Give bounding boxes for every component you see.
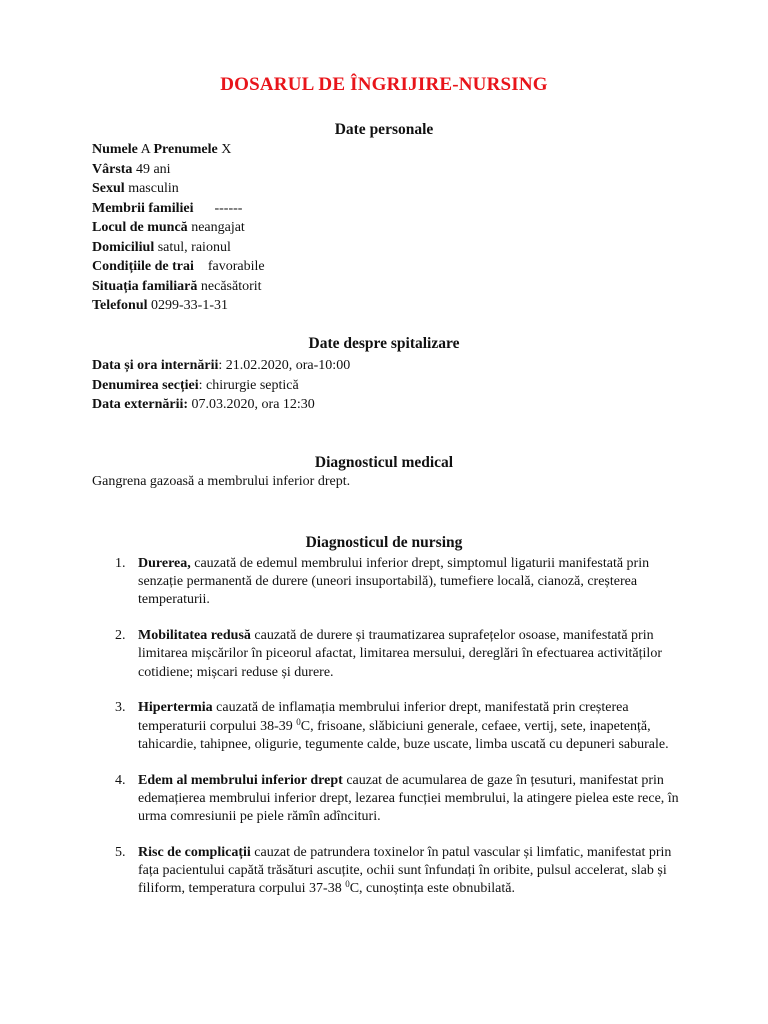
list-item-number: 4. <box>115 772 126 788</box>
field-label: Telefonul <box>92 298 148 313</box>
personal-heading: Date personale <box>334 121 434 138</box>
medical-diagnosis-text: Gangrena gazoasă a membrului inferior drept. <box>92 474 351 489</box>
field-workplace <box>92 218 245 237</box>
field-name <box>92 140 231 159</box>
list-item-text: cauzată de edemul membrului inferior drept, simptomul ligaturii manifestată prin senzație permanentă de durere (uneori insuportabilă), tumefiere locală, cianoză, creșterea temperaturii. <box>138 556 650 608</box>
list-item-title: Risc de complicații <box>138 844 251 860</box>
list-item-number: 5. <box>115 844 126 860</box>
list-item-number: 2. <box>115 628 126 644</box>
list-item-number: 1. <box>115 556 126 571</box>
field-marital-status <box>92 277 262 296</box>
list-item-title: Edem al membrului inferior drept <box>138 772 343 788</box>
list-item-title: Hipertermia <box>138 700 213 716</box>
list-item-text: C, cunoștința este obnubilată. <box>349 881 515 897</box>
field-value: favorabile <box>193 259 265 274</box>
list-item-text: cauzat de acumularea de gaze în țesuturi, manifestat prin edemațierea membrului inferior drept, lezarea funcției membrului, la atingere pielea este rece, în urma comresiunii pe piele rămîn adînciturі. <box>138 772 679 825</box>
field-label: Membrii familiei <box>92 200 194 216</box>
field-family <box>92 199 242 218</box>
field-sex <box>92 179 179 198</box>
field-label: Vârsta <box>92 161 133 177</box>
field-label: Numele <box>92 142 138 157</box>
field-label: Condițiile de trai <box>92 259 194 274</box>
field-label: Denumirea secției <box>92 377 199 393</box>
field-value: : chirurgie septică <box>198 377 299 393</box>
medical-heading: Diagnosticul medical <box>314 454 454 471</box>
field-value: : 21.02.2020, ora-10:00 <box>218 358 351 373</box>
hospital-heading: Date despre spitalizare <box>308 335 460 352</box>
nursing-diagnosis-list <box>92 555 692 916</box>
field-label: Situația familiară <box>92 278 198 294</box>
field-value: neangajat <box>187 220 245 235</box>
field-label: Data externării: <box>92 397 189 412</box>
list-item-text: C, frisoane, slăbiciuni generale, cefaee, vertij, sete, inapetență, tahicardie, tahipnee, oligurie, tegumente calde, buze uscate, limba uscată cu depuneri saburale. <box>138 718 669 752</box>
nursing-heading: Diagnosticul de nursing <box>305 534 463 551</box>
list-item-text: cauzată de inflamația membrului inferior drept, manifestată prin creșterea temperaturii corpului 38-39 <box>138 700 629 734</box>
list-item <box>92 844 692 899</box>
superscript: 0 <box>296 716 301 727</box>
list-item-text: cauzată de durere și traumatizarea suprafețelor osoase, manifestată prin limitarea mișcărilor în piceorul afactat, limitarea mersului, dereglări în efectuarea activităților cotidiene; mișcari reduse și durere. <box>138 628 662 680</box>
list-item <box>92 699 692 754</box>
superscript: 0 <box>345 879 350 890</box>
field-label: Data și ora internării <box>92 358 219 373</box>
document-title: DOSARUL DE ÎNGRIJIRE-NURSING <box>220 74 548 95</box>
field-discharge <box>92 395 315 414</box>
field-living-conditions <box>92 257 265 276</box>
field-value: ------ <box>193 200 243 216</box>
field-value: X <box>217 142 232 157</box>
field-admission <box>92 356 350 375</box>
field-value: 07.03.2020, ora 12:30 <box>188 397 315 412</box>
field-value: A <box>137 142 154 157</box>
list-item <box>92 555 692 610</box>
field-label: Prenumele <box>153 142 218 157</box>
field-department <box>92 376 299 395</box>
field-value: masculin <box>124 181 179 196</box>
field-label: Sexul <box>92 181 125 196</box>
field-value: necăsătorit <box>197 278 262 294</box>
field-label: Domiciliul <box>92 239 155 255</box>
field-value: 49 ani <box>132 161 171 177</box>
field-label: Locul de muncă <box>92 220 188 235</box>
list-item <box>92 627 692 682</box>
field-age <box>92 160 171 179</box>
field-phone <box>92 296 228 315</box>
list-item-title: Mobilitatea redusă <box>138 628 251 644</box>
list-item-text: cauzat de patrundera toxinelor în patul vascular și limfatic, manifestat prin fața pacientului capătă trăsături ascuțite, ochii sunt înfundați în oribite, pulsul accelerat, slab și filiform, temperatura corpului 37-38 <box>138 844 672 897</box>
field-domicile <box>92 238 231 257</box>
list-item-number: 3. <box>115 700 126 716</box>
field-value: satul, raionul <box>154 239 231 255</box>
list-item <box>92 772 692 827</box>
field-value: 0299-33-1-31 <box>147 298 228 313</box>
list-item-title: Durerea, <box>138 556 191 571</box>
